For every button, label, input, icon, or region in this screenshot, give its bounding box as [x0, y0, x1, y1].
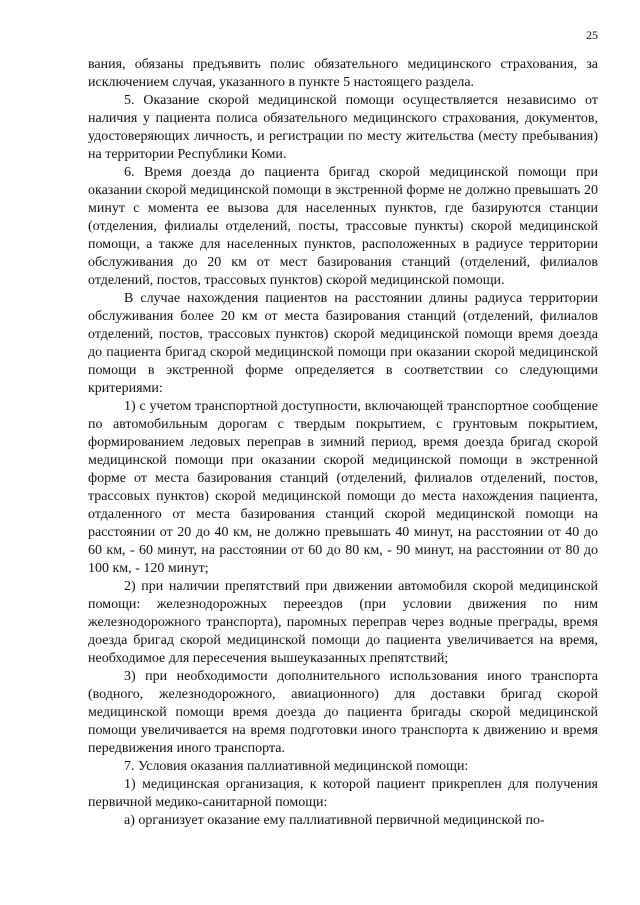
paragraph-remote-patients: В случае нахождения пациентов на расстоянии длины радиуса территории обслуживания более 20 км от места базирования станций (отделений, филиалов отделений, постов, трассовых пунктов) скорой медицинской помощи время доезда до пациента бригад скорой медицинской помощи при оказании скорой медицинской помощи в экстренной форме определяется в соответствии со следующими критериями: — [88, 291, 598, 396]
paragraph-criterion-3: 3) при необходимости дополнительного использования иного транспорта (водного, железнодорожного, авиационного) для доставки бригад скорой медицинской помощи время доезда до пациента бригады скорой медицинской помощи увеличивается на время подготовки иного транспорта к движению и время передвижения иного транспорта. — [88, 669, 598, 756]
paragraph-item-5: 5. Оказание скорой медицинской помощи осуществляется независимо от наличия у пациента полиса обязательного медицинского страхования, документов, удостоверяющих личность, и регистрации по месту жительства (месту пребывания) на территории Республики Коми. — [88, 93, 598, 162]
page-number: 25 — [586, 28, 598, 42]
paragraph-item-7: 7. Условия оказания паллиативной медицинской помощи: — [124, 759, 469, 774]
paragraph-subitem-1: 1) медицинская организация, к которой пациент прикреплен для получения первичной медико-санитарной помощи: — [88, 777, 598, 810]
paragraph-criterion-2: 2) при наличии препятствий при движении автомобиля скорой медицинской помощи: железнодорожных переездов (при условии движения по ним железнодорожного транспорта), паромных переправ через водные преграды, время доезда бригад скорой медицинской помощи до пациента увеличивается на время, необходимое для пересечения вышеуказанных препятствий; — [88, 579, 598, 666]
paragraph-continuation: вания, обязаны предъявить полис обязательного медицинского страхования, за исключением случая, указанного в пункте 5 настоящего раздела. — [88, 57, 598, 90]
paragraph-criterion-1: 1) с учетом транспортной доступности, включающей транспортное сообщение по автомобильным дорогам с твердым покрытием, с грунтовым покрытием, формированием ледовых переправ в зимний период, время доезда бригад скорой медицинской помощи при оказании скорой медицинской помощи в экстренной форме от места базирования станций (отделений, филиалов отделений, постов, трассовых пунктов) скорой медицинской помощи до места нахождения пациента, отдаленного от места базирования станций скорой медицинской помощи на расстоянии от 20 до 40 км, не должно превышать 40 минут, на расстоянии от 40 до 60 км, - 60 минут, на расстоянии от 60 до 80 км, - 90 минут, на расстоянии от 80 до 100 км, - 120 минут; — [88, 399, 598, 576]
document-body — [88, 56, 598, 830]
paragraph-subitem-a: а) организует оказание ему паллиативной первичной медицинской по- — [124, 813, 545, 828]
paragraph-item-6: 6. Время доезда до пациента бригад скорой медицинской помощи при оказании скорой медицинской помощи в экстренной форме не должно превышать 20 минут с момента ее вызова для населенных пунктов, где базируются станции (отделения, филиалы отделений, посты, трассовые пункты) скорой медицинской помощи, а также для населенных пунктов, расположенных в радиусе территории обслуживания до 20 км от мест базирования станций (отделений, филиалов отделений, постов, трассовых пунктов) скорой медицинской помощи. — [88, 165, 598, 288]
